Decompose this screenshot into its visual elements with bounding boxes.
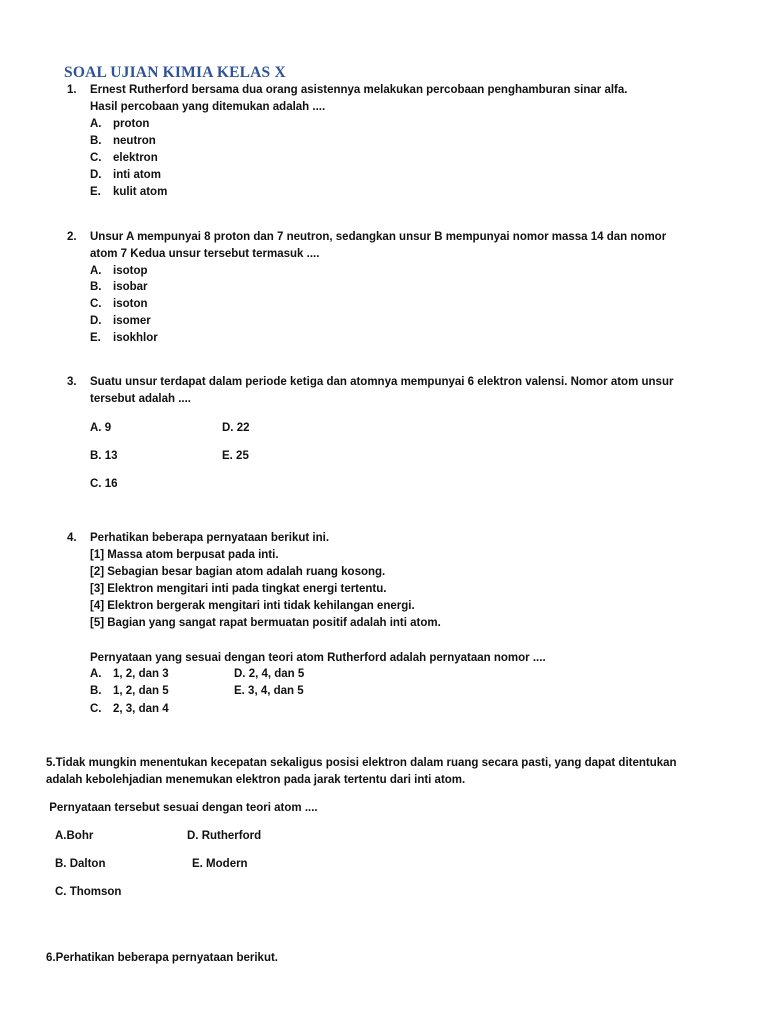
option-letter: C.: [90, 298, 102, 310]
option: D. 2, 4, dan 5: [234, 668, 305, 680]
option-text: isoton: [113, 298, 148, 310]
option-letter: B.: [90, 135, 102, 147]
statement: [1] Massa atom berpusat pada inti.: [90, 549, 279, 561]
question-text: 6.Perhatikan beberapa pernyataan berikut.: [46, 952, 279, 964]
option: D. Rutherford: [187, 830, 262, 842]
option: A.Bohr: [55, 830, 94, 842]
option-text: proton: [113, 118, 150, 130]
option-letter: D.: [90, 169, 102, 181]
question-text: adalah kebolehjadian menemukan elektron pada jarak tertentu dari inti atom.: [46, 774, 466, 786]
option-letter: C.: [90, 703, 102, 715]
page-title: SOAL UJIAN KIMIA KELAS X: [64, 64, 286, 81]
option-text: neutron: [113, 135, 156, 147]
option-letter: A.: [90, 265, 102, 277]
option-letter: A.: [90, 668, 102, 680]
option-text: inti atom: [113, 169, 161, 181]
statement: [3] Elektron mengitari inti pada tingkat energi tertentu.: [90, 583, 387, 595]
option: E. Modern: [192, 858, 248, 870]
question-number: 3.: [67, 376, 77, 388]
option-text: isomer: [113, 315, 151, 327]
option-letter: A.: [90, 118, 102, 130]
option-letter: E.: [90, 186, 101, 198]
question-text: tersebut adalah ....: [90, 393, 191, 405]
option-letter: B.: [90, 281, 102, 293]
question-number: 2.: [67, 231, 77, 243]
question-text: Perhatikan beberapa pernyataan berikut ini.: [90, 532, 330, 544]
option-text: 1, 2, dan 3: [113, 668, 169, 680]
statement: [4] Elektron bergerak mengitari inti tidak kehilangan energi.: [90, 600, 415, 612]
statement: [5] Bagian yang sangat rapat bermuatan positif adalah inti atom.: [90, 617, 441, 629]
option-letter: C.: [90, 152, 102, 164]
question-text: Pernyataan tersebut sesuai dengan teori atom ....: [46, 802, 318, 814]
option: C. 16: [90, 478, 118, 490]
option-letter: B.: [90, 685, 102, 697]
question-text: Suatu unsur terdapat dalam periode ketiga dan atomnya mempunyai 6 elektron valensi. Nomor atom unsur: [90, 376, 674, 388]
question-text: Hasil percobaan yang ditemukan adalah ....: [90, 101, 326, 113]
option: E. 25: [222, 450, 249, 462]
option-text: isokhlor: [113, 332, 158, 344]
option-text: elektron: [113, 152, 158, 164]
option-text: 2, 3, dan 4: [113, 703, 169, 715]
option: D. 22: [222, 422, 250, 434]
option-text: isotop: [113, 265, 148, 277]
question-number: 1.: [67, 84, 77, 96]
question-text: atom 7 Kedua unsur tersebut termasuk ....: [90, 248, 320, 260]
question-text: Ernest Rutherford bersama dua orang asistennya melakukan percobaan penghamburan sinar alfa.: [90, 84, 628, 96]
question-text: Pernyataan yang sesuai dengan teori atom Rutherford adalah pernyataan nomor ....: [90, 652, 546, 664]
question-text: Unsur A mempunyai 8 proton dan 7 neutron, sedangkan unsur B mempunyai nomor massa 14 dan nomor: [90, 231, 667, 243]
question-number: 4.: [67, 532, 77, 544]
option-text: isobar: [113, 281, 148, 293]
option: C. Thomson: [55, 886, 122, 898]
option-text: kulit atom: [113, 186, 168, 198]
statement: [2] Sebagian besar bagian atom adalah ruang kosong.: [90, 566, 386, 578]
option: B. 13: [90, 450, 118, 462]
option-letter: E.: [90, 332, 101, 344]
option-letter: D.: [90, 315, 102, 327]
question-text: 5.Tidak mungkin menentukan kecepatan sekaligus posisi elektron dalam ruang secara pasti, yang dapat ditentukan: [46, 757, 677, 769]
option: B. Dalton: [55, 858, 106, 870]
option: A. 9: [90, 422, 112, 434]
option: E. 3, 4, dan 5: [234, 685, 304, 697]
option-text: 1, 2, dan 5: [113, 685, 169, 697]
